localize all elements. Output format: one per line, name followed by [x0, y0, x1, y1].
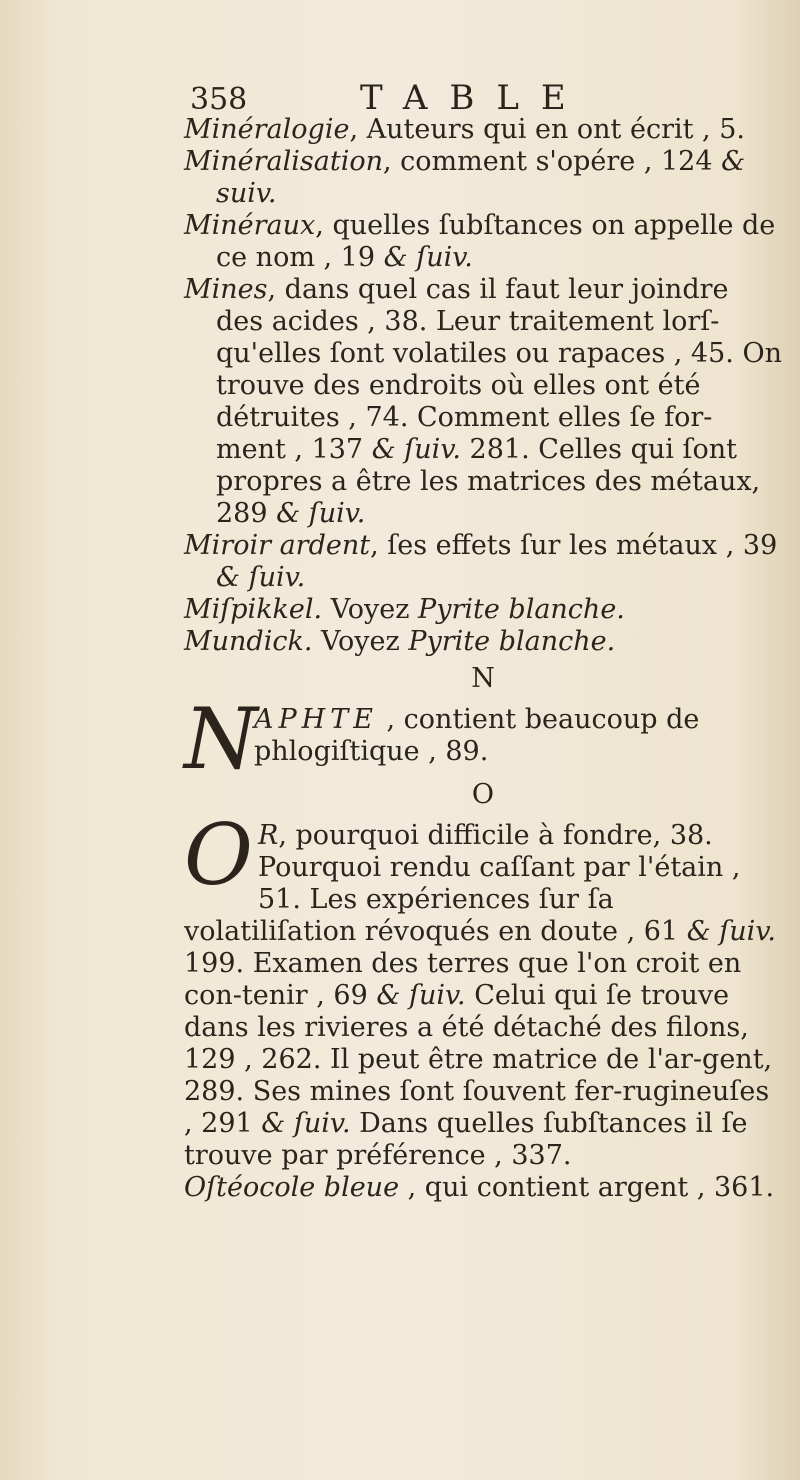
index-entry-naphte: [184, 690, 782, 788]
entry-text: , qui contient argent , 361.: [399, 1172, 775, 1203]
entry-suiv: & ſuiv.: [216, 562, 306, 593]
drop-capital: O: [184, 806, 253, 904]
index-entry: [184, 530, 782, 594]
entry-headword: Mines: [184, 274, 268, 305]
entry-headword: Minéraux: [184, 210, 316, 241]
page-number: 358: [190, 82, 248, 117]
entry-reference: Pyrite blanche.: [418, 594, 625, 625]
index-entry: [184, 274, 782, 530]
entry-suiv: & ſuiv.: [686, 916, 776, 947]
entry-headword: Miroir ardent: [184, 530, 371, 561]
entry-headword: Mundick.: [184, 626, 313, 657]
entry-text: 199. Examen des terres que l'on croit en con-tenir , 69: [184, 948, 742, 1011]
entry-text: Dans quelles ſubſtances il ſe trouve par préférence , 337.: [184, 1108, 748, 1171]
index-entry: [184, 626, 782, 658]
entry-body: [254, 704, 782, 768]
entry-text: , dans quel cas il faut leur joindre des acides , 38. Leur traitement lorſ-qu'elles ſont volatiles ou rapaces , 45. On trouve des endroits où elles ont été détruites , 74. Comment elles ſe for-ment , 137: [216, 274, 782, 465]
entry-text: Voyez: [322, 594, 419, 625]
entry-headword: Minéralisation: [184, 146, 384, 177]
entry-text: Celui qui ſe trouve dans les rivieres a été détaché des filons, 129 , 262. Il peut être matrice de l'ar-gent, 289. Ses mines ſont ſouvent fer-rugineuſes , 291: [184, 980, 773, 1139]
entry-headword: Oſtéocole bleue: [184, 1172, 400, 1203]
index-entry: [184, 210, 782, 274]
drop-capital: N: [184, 690, 258, 788]
entry-text: , contient beaucoup de phlogiſtique , 89.: [254, 704, 700, 767]
entry-body: [184, 806, 776, 1171]
index-entry: [184, 594, 782, 626]
index-entry: [184, 146, 782, 210]
entry-text: Voyez: [312, 626, 409, 657]
entry-suiv: & suiv.: [216, 146, 746, 209]
entry-headword: Minéralogie: [184, 114, 350, 145]
entry-suiv: & ſuiv.: [371, 434, 461, 465]
index-entry: [184, 1172, 782, 1204]
entry-reference: Pyrite blanche.: [408, 626, 616, 657]
running-header: [190, 74, 588, 118]
entry-text: 281. Celles qui ſont propres a être les matrices des métaux, 289: [216, 434, 761, 529]
entry-suiv: & ſuiv.: [383, 242, 473, 273]
index-entry-or: [184, 806, 782, 1172]
entry-suiv: & ſuiv.: [276, 498, 366, 529]
entry-text: , comment s'opére , 124: [383, 146, 722, 177]
entry-text: , quelles ſubſtances on appelle de ce nom , 19: [216, 210, 776, 273]
section-letter-n: N: [471, 663, 495, 694]
entry-text: , Auteurs qui en ont écrit , 5.: [349, 114, 745, 145]
entry-headword: Miſpikkel.: [184, 594, 323, 625]
index-entry: [184, 114, 782, 146]
entry-suiv: & ſuiv.: [376, 980, 466, 1011]
entry-headword: APHTE: [254, 704, 378, 735]
running-title: TABLE: [360, 78, 588, 118]
section-letter-o: O: [471, 779, 495, 810]
entry-text: , ſes effets ſur les métaux , 39: [370, 530, 778, 561]
entry-text: , pourquoi difficile à fondre, 38. Pourquoi rendu caſſant par l'étain , 51. Les expériences ſur ſa volatiliſation révoqués en doute , 61: [184, 820, 741, 947]
index-text: [184, 114, 782, 1204]
entry-suiv: & ſuiv.: [261, 1108, 351, 1139]
entry-headword: R: [258, 820, 279, 851]
